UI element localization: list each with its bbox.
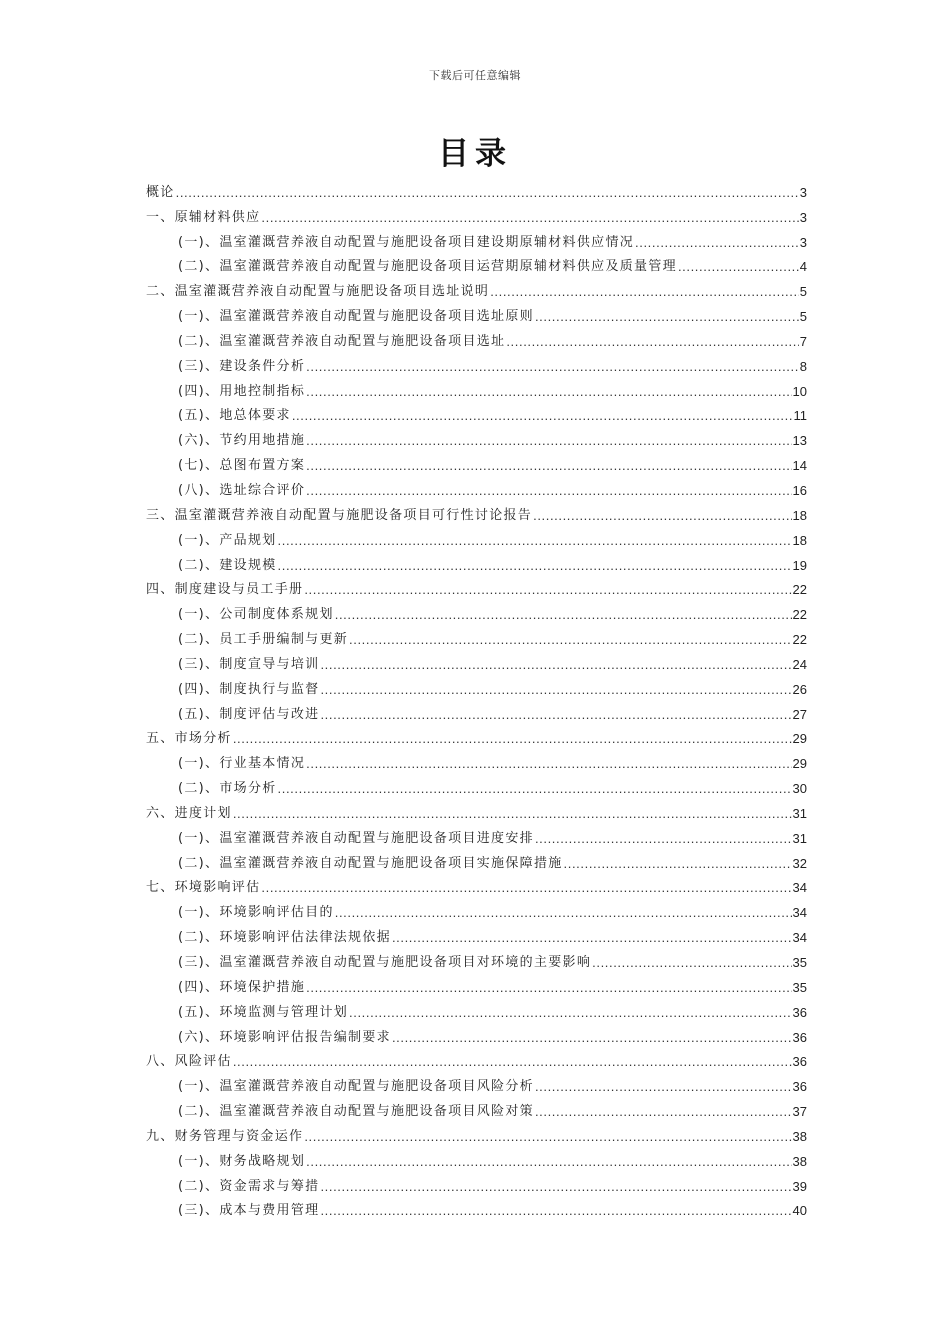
- toc-entry-title: 一、原辅材料供应: [146, 209, 261, 225]
- toc-entry-title: (五)、环境监测与管理计划: [178, 1004, 349, 1020]
- toc-page-number: 11: [793, 408, 807, 424]
- toc-page-number: 36: [792, 1079, 807, 1095]
- toc-section-entry[interactable]: [146, 474, 807, 499]
- toc-chapter-entry[interactable]: [146, 275, 807, 300]
- toc-section-entry[interactable]: [146, 1021, 807, 1046]
- toc-dot-leader: [306, 483, 791, 499]
- toc-dot-leader: [533, 508, 791, 524]
- toc-dot-leader: [635, 235, 799, 251]
- toc-dot-leader: [564, 856, 792, 872]
- toc-section-entry[interactable]: [146, 424, 807, 449]
- toc-dot-leader: [278, 558, 792, 574]
- toc-dot-leader: [335, 607, 792, 623]
- toc-entry-title: (五)、地总体要求: [178, 408, 291, 424]
- toc-section-entry[interactable]: [146, 251, 807, 276]
- toc-section-entry[interactable]: [146, 996, 807, 1021]
- toc-entry-title: 二、温室灌溉营养液自动配置与施肥设备项目选址说明: [146, 284, 490, 300]
- toc-entry-title: (二)、温室灌溉营养液自动配置与施肥设备项目实施保障措施: [178, 855, 563, 871]
- toc-entry-title: 四、制度建设与员工手册: [146, 582, 304, 598]
- toc-dot-leader: [233, 1054, 792, 1070]
- toc-dot-leader: [506, 334, 798, 350]
- toc-page-number: 34: [792, 880, 807, 896]
- toc-page-number: 38: [792, 1153, 807, 1169]
- toc-dot-leader: [320, 657, 791, 673]
- toc-section-entry[interactable]: [146, 1195, 807, 1220]
- toc-entry-title: (二)、环境影响评估法律法规依据: [178, 930, 391, 946]
- toc-entry-title: (三)、制度宣导与培训: [178, 656, 320, 672]
- toc-dot-leader: [233, 806, 792, 822]
- toc-dot-leader: [306, 458, 791, 474]
- toc-entry-title: (四)、环境保护措施: [178, 979, 306, 995]
- toc-section-entry[interactable]: [146, 673, 807, 698]
- toc-entry-title: 九、财务管理与资金运作: [146, 1128, 304, 1144]
- table-of-contents: [146, 176, 807, 1219]
- toc-entry-title: (一)、财务战略规划: [178, 1153, 306, 1169]
- toc-page-number: 18: [792, 507, 807, 523]
- toc-section-entry[interactable]: [146, 1170, 807, 1195]
- toc-entry-title: (四)、制度执行与监督: [178, 681, 320, 697]
- toc-page-number: 36: [792, 1004, 807, 1020]
- toc-title: 目录: [438, 136, 512, 172]
- toc-chapter-entry[interactable]: [146, 201, 807, 226]
- toc-dot-leader: [292, 408, 793, 424]
- toc-entry-title: (八)、选址综合评价: [178, 482, 306, 498]
- toc-page-number: 3: [799, 184, 807, 200]
- toc-section-entry[interactable]: [146, 946, 807, 971]
- toc-page-number: 8: [799, 358, 807, 374]
- toc-dot-leader: [304, 582, 791, 598]
- toc-section-entry[interactable]: [146, 847, 807, 872]
- toc-chapter-entry[interactable]: [146, 872, 807, 897]
- toc-page-number: 30: [792, 781, 807, 797]
- toc-entry-title: (三)、温室灌溉营养液自动配置与施肥设备项目对环境的主要影响: [178, 955, 592, 970]
- toc-entry-title: (二)、温室灌溉营养液自动配置与施肥设备项目运营期原辅材料供应及质量管理: [178, 259, 677, 275]
- toc-dot-leader: [320, 1179, 791, 1195]
- toc-entry-title: (一)、产品规划: [178, 532, 277, 548]
- toc-page-number: 32: [792, 855, 807, 871]
- toc-entry-title: (三)、建设条件分析: [178, 358, 306, 374]
- toc-page-number: 31: [792, 805, 807, 821]
- toc-page-number: 29: [792, 731, 807, 747]
- toc-page-number: 39: [792, 1178, 807, 1194]
- toc-dot-leader: [335, 905, 792, 921]
- toc-dot-leader: [320, 1203, 791, 1219]
- toc-dot-leader: [306, 359, 799, 375]
- toc-dot-leader: [535, 831, 792, 847]
- toc-page-number: 37: [792, 1104, 807, 1120]
- toc-entry-title: (三)、成本与费用管理: [178, 1203, 320, 1219]
- toc-dot-leader: [176, 185, 799, 201]
- toc-page-number: 16: [792, 482, 807, 498]
- toc-entry-title: (一)、温室灌溉营养液自动配置与施肥设备项目选址原则: [178, 309, 534, 325]
- toc-entry-title: (一)、温室灌溉营养液自动配置与施肥设备项目风险分析: [178, 1079, 534, 1095]
- toc-page-number: 22: [792, 607, 807, 623]
- toc-section-entry[interactable]: [146, 648, 807, 673]
- toc-section-entry[interactable]: [146, 921, 807, 946]
- toc-section-entry[interactable]: [146, 698, 807, 723]
- toc-entry-title: 六、进度计划: [146, 805, 232, 821]
- toc-page-number: 5: [799, 309, 807, 325]
- page-header-note: 下载后可任意编辑: [429, 69, 521, 82]
- toc-dot-leader: [306, 980, 791, 996]
- toc-dot-leader: [304, 1129, 791, 1145]
- toc-page-number: 7: [799, 333, 807, 349]
- toc-section-entry[interactable]: [146, 747, 807, 772]
- toc-entry-title: (六)、环境影响评估报告编制要求: [178, 1029, 391, 1045]
- toc-chapter-entry[interactable]: [146, 574, 807, 599]
- toc-section-entry[interactable]: [146, 375, 807, 400]
- toc-section-entry[interactable]: [146, 896, 807, 921]
- toc-page-number: 36: [792, 1054, 807, 1070]
- toc-page-number: 26: [792, 681, 807, 697]
- toc-entry-title: 七、环境影响评估: [146, 880, 261, 896]
- toc-entry-title: (二)、资金需求与筹措: [178, 1178, 320, 1194]
- toc-entry-title: (二)、温室灌溉营养液自动配置与施肥设备项目风险对策: [178, 1104, 534, 1120]
- toc-section-entry[interactable]: [146, 623, 807, 648]
- toc-chapter-entry[interactable]: [146, 1120, 807, 1145]
- toc-dot-leader: [392, 1030, 792, 1046]
- toc-section-entry[interactable]: [146, 300, 807, 325]
- toc-dot-leader: [306, 433, 791, 449]
- toc-section-entry[interactable]: [146, 1095, 807, 1120]
- toc-entry-title: (六)、节约用地措施: [178, 433, 306, 449]
- toc-entry-title: 三、温室灌溉营养液自动配置与施肥设备项目可行性讨论报告: [146, 507, 533, 523]
- toc-section-entry[interactable]: [146, 971, 807, 996]
- toc-page-number: 36: [792, 1029, 807, 1045]
- toc-dot-leader: [306, 384, 791, 400]
- toc-page-number: 27: [792, 706, 807, 722]
- toc-entry-title: (一)、环境影响评估目的: [178, 905, 334, 921]
- toc-entry-title: (二)、建设规模: [178, 557, 277, 573]
- toc-page-number: 31: [792, 830, 807, 846]
- toc-section-entry[interactable]: [146, 1145, 807, 1170]
- toc-chapter-entry[interactable]: [146, 176, 807, 201]
- toc-section-entry[interactable]: [146, 350, 807, 375]
- toc-chapter-entry[interactable]: [146, 499, 807, 524]
- toc-dot-leader: [233, 731, 792, 747]
- toc-dot-leader: [320, 682, 791, 698]
- toc-dot-leader: [278, 533, 792, 549]
- toc-dot-leader: [592, 955, 791, 971]
- toc-page-number: 34: [792, 905, 807, 921]
- toc-page-number: 40: [792, 1203, 807, 1219]
- toc-page-number: 22: [792, 582, 807, 598]
- toc-chapter-entry[interactable]: [146, 797, 807, 822]
- toc-entry-title: (一)、行业基本情况: [178, 756, 306, 772]
- toc-dot-leader: [535, 1079, 792, 1095]
- toc-dot-leader: [261, 210, 798, 226]
- toc-section-entry[interactable]: [146, 598, 807, 623]
- toc-dot-leader: [306, 756, 791, 772]
- toc-page-number: 14: [792, 458, 807, 474]
- toc-section-entry[interactable]: [146, 772, 807, 797]
- toc-entry-title: (一)、温室灌溉营养液自动配置与施肥设备项目进度安排: [178, 830, 534, 846]
- toc-entry-title: (二)、市场分析: [178, 781, 277, 797]
- toc-entry-title: 概论: [146, 184, 175, 200]
- toc-entry-title: 五、市场分析: [146, 731, 232, 747]
- toc-dot-leader: [490, 284, 799, 300]
- toc-entry-title: (一)、公司制度体系规划: [178, 607, 334, 623]
- toc-dot-leader: [392, 930, 792, 946]
- toc-dot-leader: [306, 1154, 791, 1170]
- toc-page-number: 22: [792, 632, 807, 648]
- toc-entry-title: (一)、温室灌溉营养液自动配置与施肥设备项目建设期原辅材料供应情况: [178, 234, 635, 250]
- toc-section-entry[interactable]: [146, 400, 807, 425]
- toc-page-number: 29: [792, 756, 807, 772]
- toc-section-entry[interactable]: [146, 1070, 807, 1095]
- toc-entry-title: (四)、用地控制指标: [178, 383, 306, 399]
- toc-dot-leader: [535, 309, 799, 325]
- toc-entry-title: (五)、制度评估与改进: [178, 706, 320, 722]
- toc-section-entry[interactable]: [146, 449, 807, 474]
- toc-page-number: 3: [799, 209, 807, 225]
- toc-page-number: 35: [792, 979, 807, 995]
- toc-page-number: 5: [799, 284, 807, 300]
- toc-page-number: 10: [792, 383, 807, 399]
- toc-page-number: 13: [792, 433, 807, 449]
- toc-dot-leader: [535, 1104, 792, 1120]
- toc-page-number: 34: [792, 930, 807, 946]
- toc-chapter-entry[interactable]: [146, 1046, 807, 1071]
- toc-entry-title: (七)、总图布置方案: [178, 458, 306, 474]
- toc-page-number: 24: [792, 656, 807, 672]
- toc-entry-title: (二)、温室灌溉营养液自动配置与施肥设备项目选址: [178, 333, 506, 349]
- toc-page-number: 18: [792, 532, 807, 548]
- toc-dot-leader: [320, 707, 791, 723]
- toc-entry-title: 八、风险评估: [146, 1054, 232, 1070]
- toc-section-entry[interactable]: [146, 822, 807, 847]
- toc-dot-leader: [678, 259, 799, 275]
- toc-section-entry[interactable]: [146, 325, 807, 350]
- toc-section-entry[interactable]: [146, 549, 807, 574]
- toc-dot-leader: [349, 1005, 791, 1021]
- toc-dot-leader: [278, 781, 792, 797]
- toc-page-number: 35: [792, 955, 807, 970]
- toc-dot-leader: [261, 880, 791, 896]
- toc-chapter-entry[interactable]: [146, 723, 807, 748]
- toc-dot-leader: [349, 632, 791, 648]
- toc-page-number: 4: [799, 259, 807, 275]
- toc-page-number: 38: [792, 1128, 807, 1144]
- toc-entry-title: (二)、员工手册编制与更新: [178, 632, 349, 648]
- toc-page-number: 3: [799, 234, 807, 250]
- toc-section-entry[interactable]: [146, 524, 807, 549]
- toc-section-entry[interactable]: [146, 226, 807, 251]
- toc-page-number: 19: [792, 557, 807, 573]
